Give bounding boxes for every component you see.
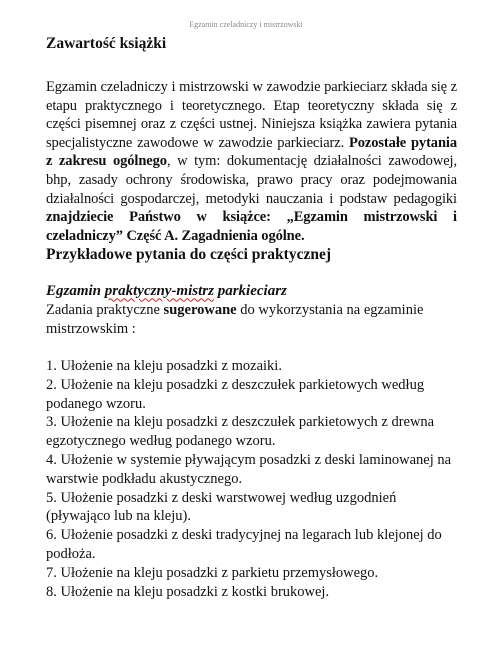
subheading-post: parkieciarz	[213, 283, 287, 300]
task-item: 2. Ułożenie na kleju posadzki z deszczułek parkietowych według podanego wzoru.	[46, 376, 425, 412]
intro-paragraph	[46, 78, 457, 245]
lead-post: do wykorzystania na egzaminie mistrzowskim :	[46, 302, 424, 338]
spellcheck-underlined-word: praktyczny-mistrz	[104, 283, 214, 300]
subheading-pre: Egzamin	[46, 283, 105, 300]
task-item: 4. Ułożenie w systemie pływającym posadzki z deski laminowanej na warstwie podkładu akustycznego.	[46, 451, 452, 487]
tasks-lead	[46, 301, 457, 339]
task-item: 7. Ułożenie na kleju posadzki z parkietu przemysłowego.	[46, 564, 379, 581]
task-item: 8. Ułożenie na kleju posadzki z kostki brukowej.	[46, 583, 330, 600]
page-content	[46, 34, 457, 601]
section-heading-contents: Zawartość książki	[46, 35, 167, 52]
exam-subheading	[46, 281, 457, 301]
task-item: 5. Ułożenie posadzki z deski warstwowej według uzgodnień (pływająco lub na kleju).	[46, 489, 397, 525]
lead-bold: sugerowane	[163, 302, 237, 319]
tasks-list	[46, 357, 457, 601]
lead-pre: Zadania praktyczne	[46, 302, 164, 319]
task-item: 3. Ułożenie na kleju posadzki z deszczułek parkietowych z drewna egzotycznego według podanego wzoru.	[46, 414, 435, 450]
intro-text-2: , w tym: dokumentację działalności zawodowej, bhp, zasady ochrony środowiska, prawo pracy oraz podejmowania działalności gospodarczej, metodyki nauczania i podstaw pedagogiki	[46, 153, 457, 207]
task-item: 1. Ułożenie na kleju posadzki z mozaiki.	[46, 357, 282, 374]
section-heading-examples: Przykładowe pytania do części praktycznej	[46, 246, 331, 264]
running-header: Egzamin czeladniczy i mistrzowski	[189, 20, 303, 29]
intro-bold-2: znajdziecie Państwo w książce: „Egzamin mistrzowski i czeladniczy” Część A. Zagadnienia ogólne.	[46, 209, 457, 244]
intro-bold-1: Pozostałe pytania z zakresu ogólnego	[46, 134, 457, 170]
intro-text-1: Egzamin czeladniczy i mistrzowski w zawodzie parkieciarz składa się z etapu praktycznego i teoretycznego. Etap teoretyczny składa się z części pisemnej oraz z części ustnej. Niniejsza książka zawiera pytania specjalistyczne zawodowe w zawodzie parkieciarz.	[46, 79, 457, 151]
task-item: 6. Ułożenie posadzki z deski tradycyjnej na legarach lub klejonej do podłoża.	[46, 527, 442, 562]
